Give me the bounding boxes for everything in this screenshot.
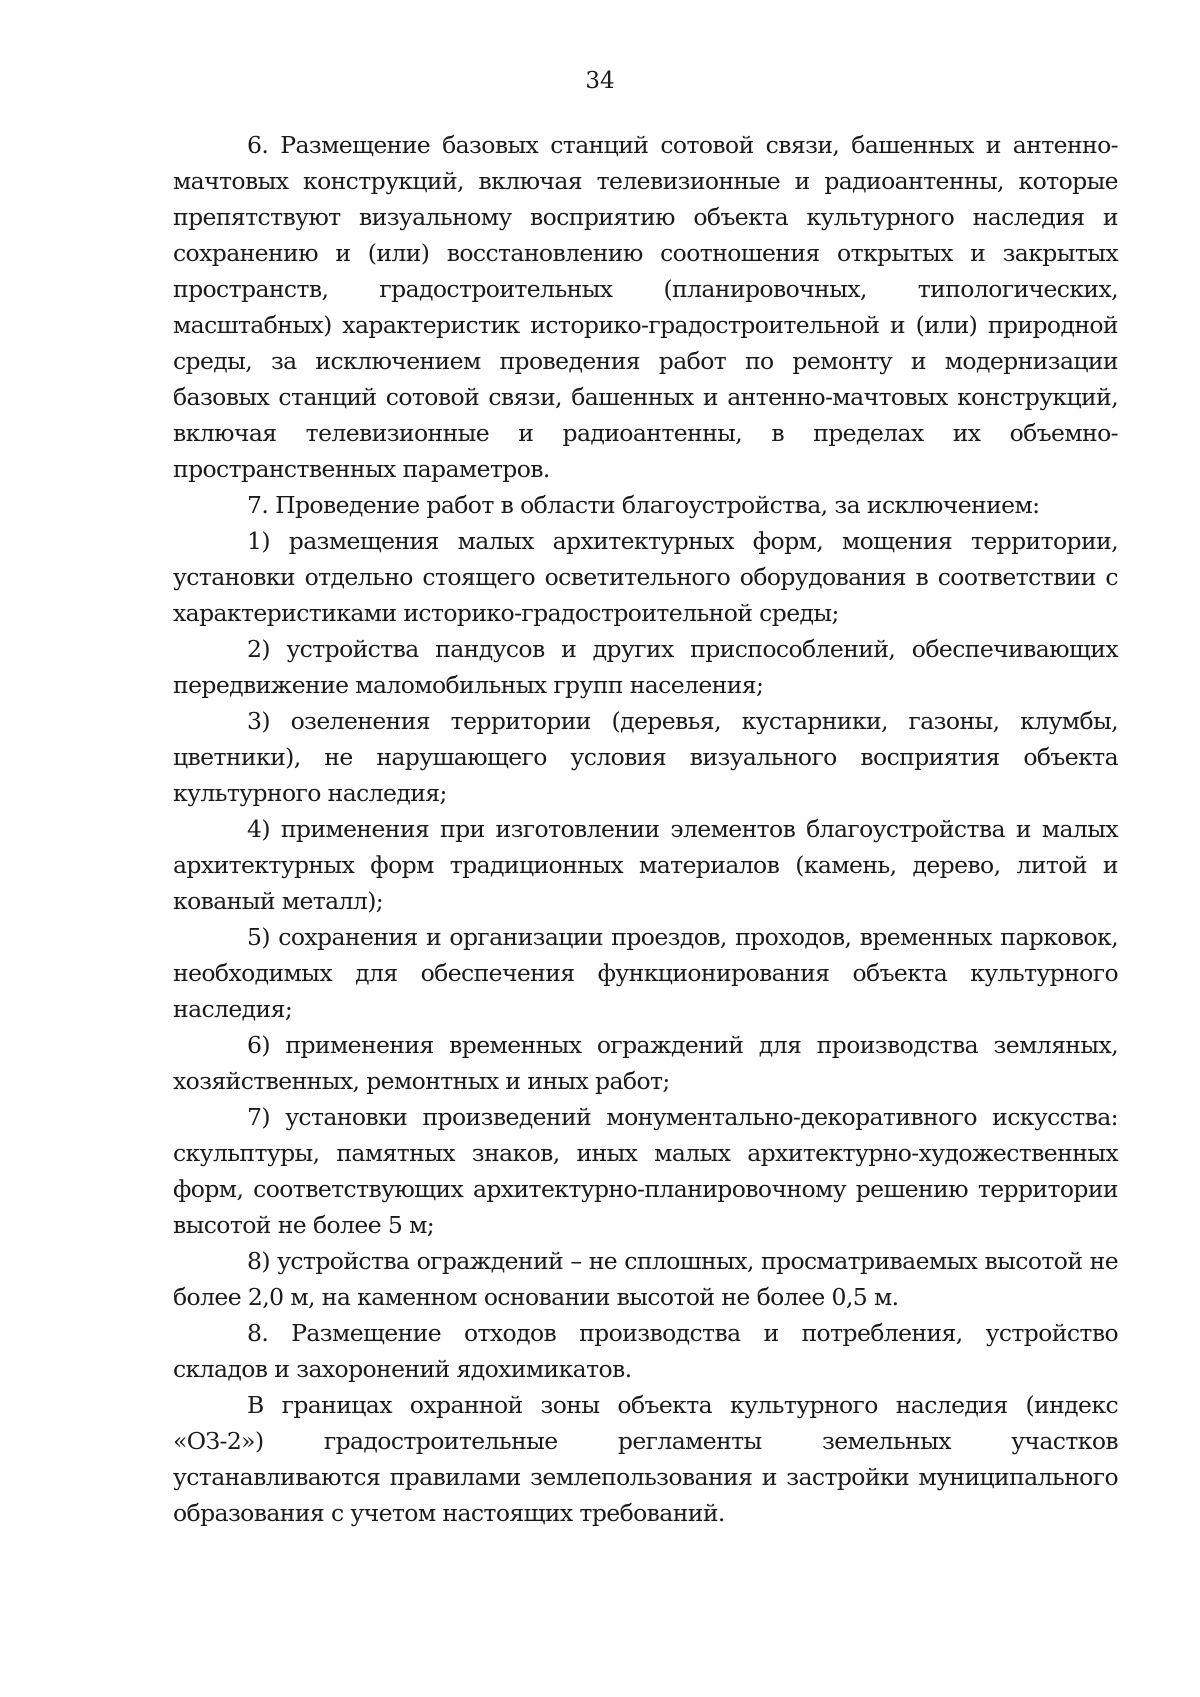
- subitem-8: 8) устройства ограждений – не сплошных, просматриваемых высотой не более 2,0 м, на каменном основании высотой не более 0,5 м.: [173, 1247, 1118, 1311]
- paragraph-item-6: 6. Размещение базовых станций сотовой связи, башенных и антенно-мачтовых конструкций, включая телевизионные и радиоантенны, которые препятствуют визуальному восприятию объекта культурного наследия и сохранению и (или) восстановлению соотношения открытых и закрытых пространств, градостроительных (планировочных, типологических, масштабных) характеристик историко-градостроительной и (или) природной среды, за исключением проведения работ по ремонту и модернизации базовых станций сотовой связи, башенных и антенно-мачтовых конструкций, включая телевизионные и радиоантенны, в пределах их объемно-пространственных параметров.: [173, 131, 1118, 483]
- paragraph-item-7: 7. Проведение работ в области благоустройства, за исключением:: [247, 491, 1040, 519]
- subitem-1: 1) размещения малых архитектурных форм, мощения территории, установки отдельно стоящего осветительного оборудования в соответствии с характеристиками историко-градостроительной среды;: [173, 527, 1118, 627]
- subitem-7: 7) установки произведений монументально-декоративного искусства: скульптуры, памятных знаков, иных малых архитектурно-художественных форм, соответствующих архитектурно-планировочному решению территории высотой не более 5 м;: [173, 1103, 1118, 1239]
- document-body: [173, 127, 1118, 1531]
- subitem-3: 3) озеленения территории (деревья, кустарники, газоны, клумбы, цветники), не нарушающего условия визуального восприятия объекта культурного наследия;: [173, 707, 1118, 807]
- subitem-4: 4) применения при изготовлении элементов благоустройства и малых архитектурных форм традиционных материалов (камень, дерево, литой и кованый металл);: [173, 815, 1118, 915]
- subitem-5: 5) сохранения и организации проездов, проходов, временных парковок, необходимых для обеспечения функционирования объекта культурного наследия;: [173, 923, 1118, 1023]
- paragraph-item-8: 8. Размещение отходов производства и потребления, устройство складов и захоронений ядохимикатов.: [173, 1319, 1118, 1383]
- page-number: 34: [585, 68, 615, 94]
- subitem-6: 6) применения временных ограждений для производства земляных, хозяйственных, ремонтных и иных работ;: [173, 1031, 1118, 1095]
- closing-paragraph: В границах охранной зоны объекта культурного наследия (индекс «ОЗ-2») градостроительные регламенты земельных участков устанавливаются правилами землепользования и застройки муниципального образования с учетом настоящих требований.: [173, 1391, 1118, 1527]
- subitem-2: 2) устройства пандусов и других приспособлений, обеспечивающих передвижение маломобильных групп населения;: [173, 635, 1118, 699]
